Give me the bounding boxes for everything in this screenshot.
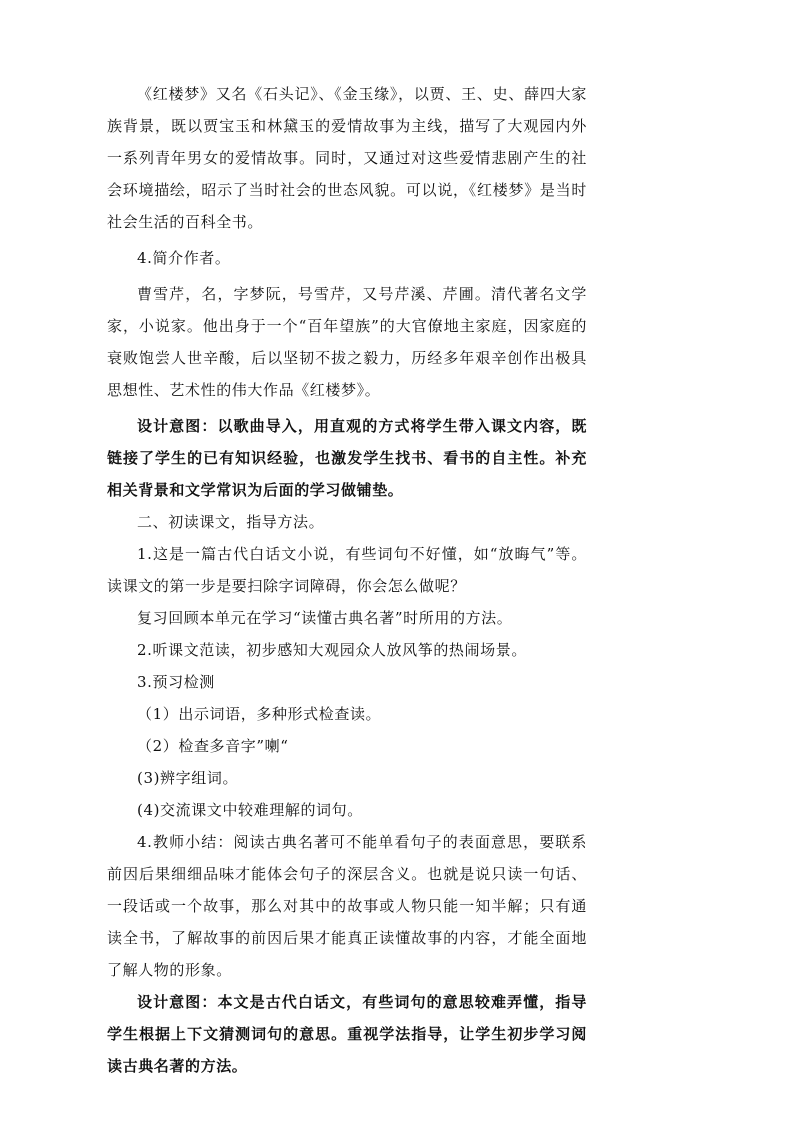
step-4-paragraph: 4.教师小结：阅读古典名著可不能单看句子的表面意思，要联系前因后果细细品味才能体会句子的深层含义。也就是说只读一句话、一段话或一个故事，那么对其中的故事或人物只能一知半解；只有通读全书，了解故事的前因后果才能真正读懂故事的内容，才能全面地了解人物的形象。 bbox=[107, 833, 587, 979]
step-3-line: 3.预习检测 bbox=[137, 673, 215, 691]
document-page bbox=[107, 78, 587, 1082]
sub-item-1: （1）出示词语，多种形式检查读。 bbox=[137, 705, 382, 723]
sub-item-4: (4)交流课文中较难理解的词句。 bbox=[137, 801, 363, 819]
step-2-line: 2.听课文范读，初步感知大观园众人放风筝的热闹场景。 bbox=[137, 641, 527, 659]
intro-paragraph: 《红楼梦》又名《石头记》、《金玉缘》，以贾、王、史、薛四大家族背景，既以贾宝玉和林黛玉的爱情故事为主线，描写了大观园内外一系列青年男女的爱情故事。同时，又通过对这些爱情悲剧产生的社会环境描绘，昭示了当时社会的世态风貌。可以说，《红楼梦》是当时社会生活的百科全书。 bbox=[107, 85, 587, 231]
section-2-heading: 二、初读课文，指导方法。 bbox=[137, 513, 325, 531]
review-line: 复习回顾本单元在学习“读懂古典名著”时所用的方法。 bbox=[137, 609, 513, 627]
design-intent-1: 设计意图：以歌曲导入，用直观的方式将学生带入课文内容，既链接了学生的已有知识经验，也激发学生找书、看书的自主性。补充相关背景和文学常识为后面的学习做铺垫。 bbox=[107, 417, 587, 499]
design-intent-2: 设计意图：本文是古代白话文，有些词句的意思较难弄懂，指导学生根据上下文猜测词句的意思。重视学法指导，让学生初步学习阅读古典名著的方法。 bbox=[107, 993, 587, 1075]
sub-item-2: （2）检查多音字”喇“ bbox=[137, 737, 289, 755]
sub-item-3: (3)辨字组词。 bbox=[137, 769, 239, 787]
author-paragraph: 曹雪芹，名，字梦阮，号雪芹，又号芹溪、芹圃。清代著名文学家，小说家。他出身于一个“百年望族”的大官僚地主家庭，因家庭的衰败饱尝人世辛酸，后以坚韧不拔之毅力，历经多年艰辛创作出极具思想性、艺术性的伟大作品《红楼梦》。 bbox=[107, 285, 587, 399]
step-1-paragraph: 1.这是一篇古代白话文小说，有些词句不好懂，如“放晦气”等。读课文的第一步是要扫除字词障碍，你会怎么做呢？ bbox=[107, 545, 587, 595]
item-4-heading: 4.简介作者。 bbox=[137, 249, 231, 267]
